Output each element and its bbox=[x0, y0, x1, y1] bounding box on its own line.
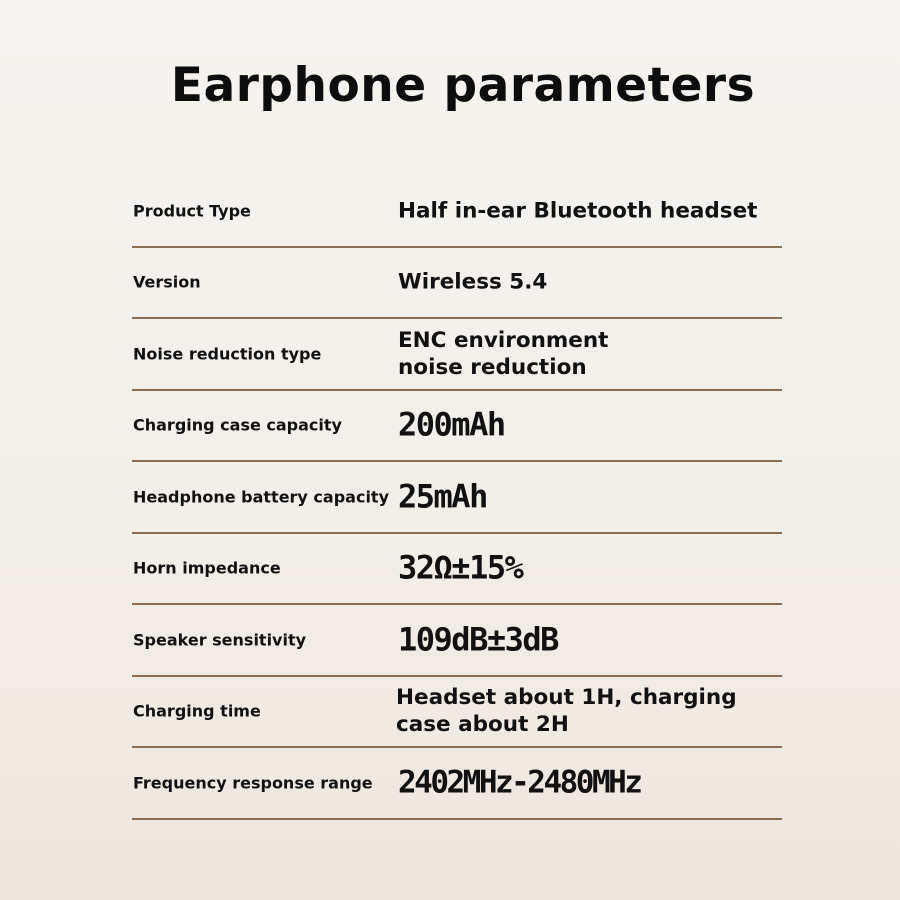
row-label: Version bbox=[133, 272, 201, 292]
row-value: Half in-ear Bluetooth headset bbox=[398, 198, 758, 224]
table-row bbox=[132, 248, 782, 320]
row-label: Speaker sensitivity bbox=[133, 630, 307, 650]
row-value: 200mAh bbox=[398, 405, 505, 444]
row-label: Frequency response range bbox=[133, 773, 373, 793]
table-row bbox=[132, 462, 782, 534]
row-value: ENC environment noise reduction bbox=[398, 327, 609, 380]
row-value: 109dB±3dB bbox=[398, 620, 558, 659]
table-row bbox=[132, 319, 782, 391]
table-row bbox=[132, 391, 782, 463]
table-row bbox=[132, 176, 782, 248]
row-value: 2402MHz-2480MHz bbox=[398, 764, 641, 801]
table-row bbox=[132, 677, 782, 749]
page-title: Earphone parameters bbox=[170, 58, 756, 113]
parameters-table bbox=[132, 176, 782, 820]
row-value: Wireless 5.4 bbox=[398, 269, 548, 295]
row-value: Headset about 1H, charging case about 2H bbox=[396, 685, 737, 738]
row-label: Product Type bbox=[133, 201, 251, 221]
table-row bbox=[132, 534, 782, 606]
table-row bbox=[132, 605, 782, 677]
row-label: Charging case capacity bbox=[133, 415, 342, 435]
row-value: 25mAh bbox=[398, 477, 487, 516]
row-label: Horn impedance bbox=[133, 558, 281, 578]
row-label: Noise reduction type bbox=[133, 344, 322, 364]
table-row bbox=[132, 748, 782, 820]
row-label: Headphone battery capacity bbox=[133, 487, 390, 507]
row-value: 32Ω±15% bbox=[398, 548, 523, 587]
row-label: Charging time bbox=[133, 701, 261, 721]
